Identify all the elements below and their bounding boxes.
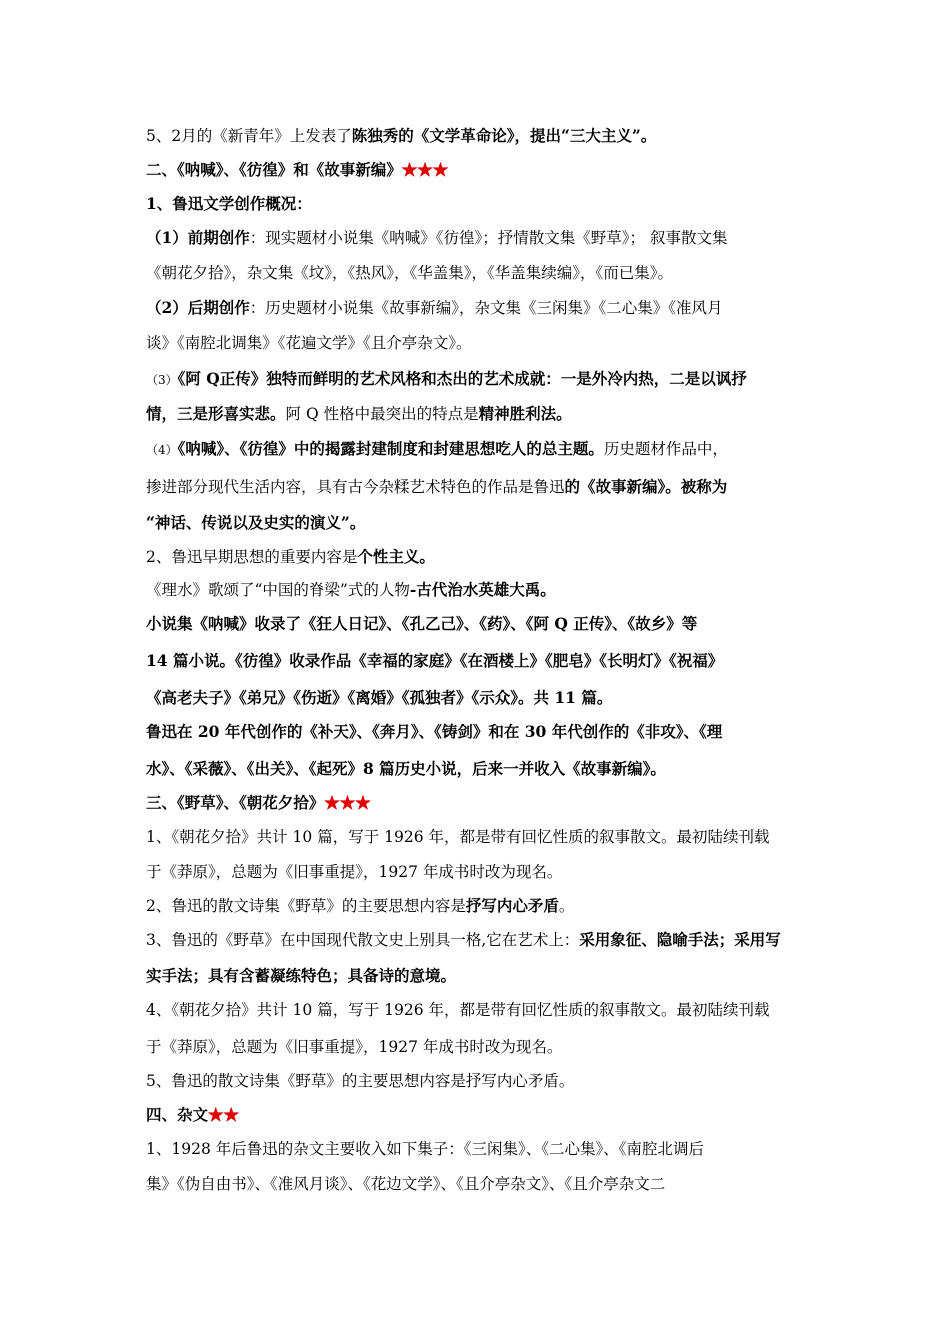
sec1-item5: 5、2月的《新青年》上发表了陈独秀的《文学革命论》，提出“三大主义”。 [146,126,657,145]
section-heading-2: 二、《呐喊》、《彷徨》和《故事新编》★★★ [146,160,449,179]
s4-item1-line1: 1、1928 年后鲁迅的杂文主要收入如下集子：《三闲集》、《二心集》、《南腔北调后 [146,1140,704,1158]
s2-p2-line1: （2）后期创作：历史题材小说集《故事新编》，杂文集《三闲集》《二心集》《准风月 [146,298,723,317]
s2-gushi-line2: 水》、《采薇》、《出关》、《起死》8 篇历史小说，后来一并收入《故事新编》。 [146,759,666,778]
s2-p1-line2: 《朝花夕拾》，杂文集《坟》，《热风》，《华盖集》，《华盖集续编》，《而已集》。 [146,264,674,282]
star-icon: ★★★ [324,793,371,812]
section-heading-3: 三、《野草》、《朝花夕拾》★★★ [146,793,371,812]
s2-gushi-line1: 鲁迅在 20 年代创作的《补天》、《奔月》、《铸剑》和在 30 年代创作的《非攻》、《理 [146,722,723,741]
s4-item1-line2: 集》《伪自由书》、《准风月谈》、《花边文学》、《且介亭杂文》、《且介亭杂文二 [146,1175,666,1193]
star-icon: ★★ [208,1105,240,1124]
s3-item1-line1: 1、《朝花夕拾》共计 10 篇，写于 1926 年，都是带有回忆性质的叙事散文。最初陆续刊载 [146,828,770,846]
s2-nahan-line2: 14 篇小说。《彷徨》收录作品《幸福的家庭》《在酒楼上》《肥皂》《长明灯》《祝福》 [146,651,724,670]
s3-item3-line1: 3、鲁迅的《野草》在中国现代散文史上别具一格,它在艺术上：采用象征、隐喻手法；采用写 [146,930,781,949]
s2-nahan-line1: 小说集《呐喊》收录了《狂人日记》、《孔乙己》、《药》、《阿 Q 正传》、《故乡》等 [146,614,698,633]
s3-item4-line1: 4、《朝花夕拾》共计 10 篇，写于 1926 年，都是带有回忆性质的叙事散文。最初陆续刊载 [146,1001,770,1019]
s2-p4-line2: 掺进部分现代生活内容，具有古今杂糅艺术特色的作品是鲁迅的《故事新编》。被称为 [146,477,728,496]
s2-item1-heading: 1、鲁迅文学创作概况： [146,194,312,213]
s2-p2-line2: 谈》《南腔北调集》《花遍文学》《且介亭杂文》。 [146,334,472,352]
s2-p4-line1: （4）《呐喊》、《彷徨》中的揭露封建制度和封建思想吃人的总主题。历史题材作品中， [146,439,728,458]
s2-p3-line1: （3）《阿 Q正传》独特而鲜明的艺术风格和杰出的艺术成就：一是外冷内热，二是以讽抒 [146,369,747,388]
star-icon: ★★★ [401,160,449,179]
s3-item1-line2: 于《莽原》，总题为《旧事重提》，1927 年成书时改为现名。 [146,863,563,881]
s3-item4-line2: 于《莽原》，总题为《旧事重提》，1927 年成书时改为现名。 [146,1038,563,1056]
s3-item3-line2: 实手法；具有含蓄凝练特色；具备诗的意境。 [146,966,457,985]
s3-item2: 2、鲁迅的散文诗集《野草》的主要思想内容是抒写内心矛盾。 [146,896,575,915]
s2-lishui: 《理水》歌颂了“中国的脊梁”式的人物-古代治水英雄大禹。 [146,580,556,599]
s2-nahan-line3: 《高老夫子》《弟兄》《伤逝》《离婚》《孤独者》《示众》。共 11 篇。 [146,688,613,707]
s2-p4-line3: “神话、传说以及史实的演义”。 [146,513,366,532]
section-heading-4: 四、杂文★★ [146,1105,240,1124]
s2-p3-line2: 情，三是形喜实悲。阿 Q 性格中最突出的特点是精神胜利法。 [146,404,572,423]
s2-item2: 2、鲁迅早期思想的重要内容是个性主义。 [146,547,435,566]
s2-p1-line1: （1）前期创作：现实题材小说集《呐喊》《彷徨》；抒情散文集《野草》； 叙事散文集 [146,228,728,247]
s3-item5: 5、鲁迅的散文诗集《野草》的主要思想内容是抒写内心矛盾。 [146,1072,575,1090]
